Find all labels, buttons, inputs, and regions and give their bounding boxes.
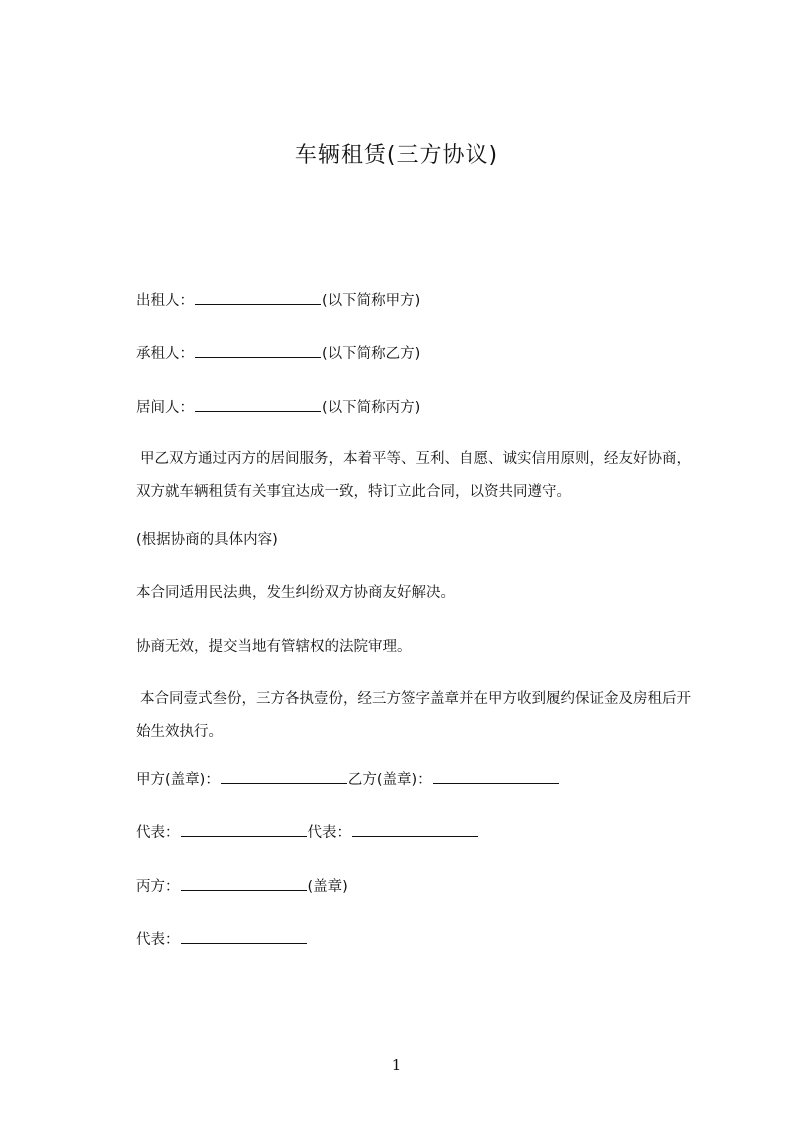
lessor-line xyxy=(136,289,420,313)
broker-line xyxy=(136,396,420,420)
intro-paragraph: 甲乙双方通过丙方的居间服务，本着平等、互利、自愿、诚实信用原则，经友好协商，双方就车辆租赁有关事宜达成一致，特订立此合同，以资共同遵守。 xyxy=(136,451,691,500)
rep-a-label: 代表： xyxy=(136,825,180,841)
party-a-blank xyxy=(221,769,347,784)
rep-c-blank xyxy=(181,929,307,944)
party-c-blank xyxy=(181,876,307,891)
party-c-signature-line xyxy=(136,875,348,899)
copies-paragraph: 本合同壹式叁份，三方各执壹份，经三方签字盖章并在甲方收到履约保证金及房租后开始生效执行。 xyxy=(136,691,691,740)
law-clause: 本合同适用民法典，发生纠纷双方协商友好解决。 xyxy=(136,585,455,601)
party-c-label: 丙方： xyxy=(136,879,180,895)
party-b-blank xyxy=(433,769,559,784)
broker-label: 居间人： xyxy=(136,400,194,416)
broker-blank xyxy=(195,397,321,412)
representative-ab-line xyxy=(136,821,479,845)
broker-note: (以下简称丙方) xyxy=(322,400,421,416)
party-b-label: 乙方(盖章)： xyxy=(347,772,432,788)
representative-c-line xyxy=(136,928,308,952)
party-ab-signature-line xyxy=(136,768,560,792)
party-c-note: (盖章) xyxy=(307,879,348,895)
page-number: 1 xyxy=(391,1056,402,1074)
rep-b-label: 代表： xyxy=(307,825,351,841)
rep-c-label: 代表： xyxy=(136,932,180,948)
document-title: 车辆租赁(三方协议) xyxy=(294,143,499,168)
lessor-note: (以下简称甲方) xyxy=(322,293,421,309)
lessor-blank xyxy=(195,290,321,305)
party-a-label: 甲方(盖章)： xyxy=(136,772,220,788)
lessee-line xyxy=(136,342,420,366)
rep-a-blank xyxy=(181,822,307,837)
rep-b-blank xyxy=(352,822,478,837)
court-clause: 协商无效，提交当地有管辖权的法院审理。 xyxy=(136,639,412,655)
lessee-blank xyxy=(195,343,321,358)
content-note: (根据协商的具体内容) xyxy=(136,532,278,548)
lessee-note: (以下简称乙方) xyxy=(322,346,421,362)
lessor-label: 出租人： xyxy=(136,293,194,309)
lessee-label: 承租人： xyxy=(136,346,194,362)
